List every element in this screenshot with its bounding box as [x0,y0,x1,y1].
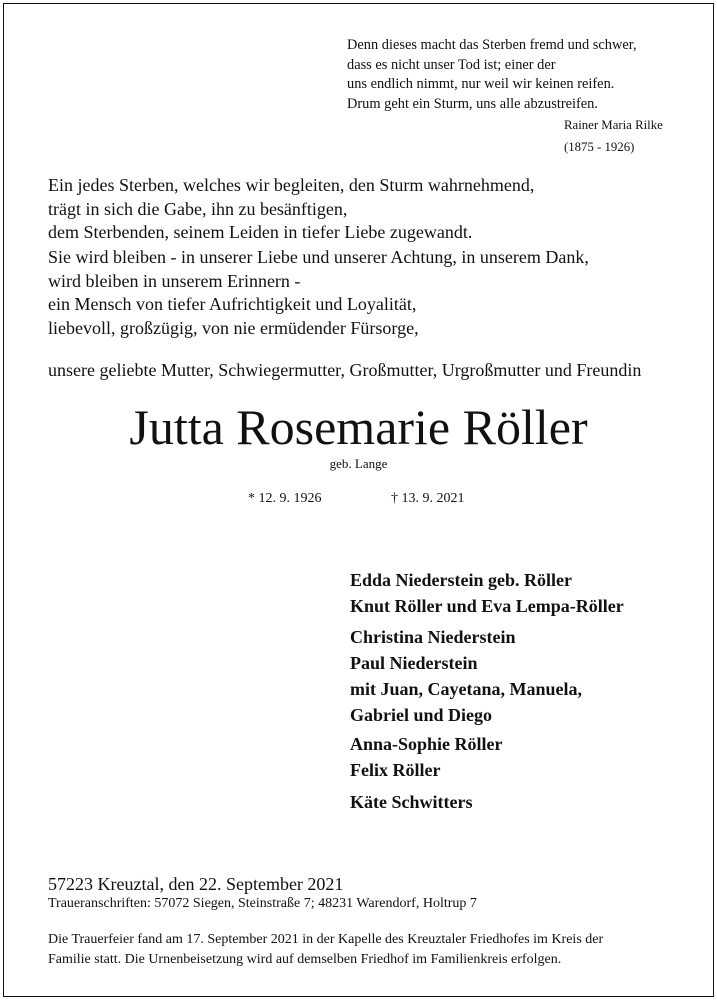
intro-line: dem Sterbenden, seinem Leiden in tiefer Liebe zugewandt. [48,222,473,242]
mourner-name: mit Juan, Cayetana, Manuela, [350,679,583,699]
mourners-group-3 [350,731,503,783]
intro-line: ein Mensch von tiefer Aufrichtigkeit und Loyalität, [48,294,417,314]
mourners-group-1 [350,567,624,619]
mourners-group-4 [350,789,472,815]
notice-line: Familie statt. Die Urnenbeisetzung wird auf demselben Friedhof im Familienkreis erfolgen. [48,952,562,967]
obituary-notice [3,3,714,997]
rilke-quote [347,36,692,114]
notice-line: Die Trauerfeier fand am 17. September 2021 in der Kapelle des Kreuztaler Friedhofes im Kreis der [48,932,604,947]
mourner-name: Anna-Sophie Röller [350,734,503,754]
quote-line: Drum geht ein Sturm, uns alle abzustreifen. [347,95,598,112]
intro-text-2 [48,246,589,340]
mourner-name: Edda Niederstein geb. Röller [350,570,572,590]
place-and-date: 57223 Kreuztal, den 22. September 2021 [48,874,344,894]
mourner-name: Paul Niederstein [350,653,478,673]
birth-date: * 12. 9. 1926 [248,491,322,506]
quote-author: Rainer Maria Rilke [564,118,663,132]
intro-line: wird bleiben in unserem Erinnern - [48,270,301,291]
intro-line: Ein jedes Sterben, welches wir begleiten, den Sturm wahrnehmend, [48,175,535,195]
mourners-group-2 [350,624,582,728]
mourner-name: Käte Schwitters [350,792,473,812]
mourner-name: Felix Röller [350,760,441,780]
intro-line: liebevoll, großzügig, von nie ermüdender Fürsorge, [48,317,419,338]
intro-line: trägt in sich die Gabe, ihn zu besänftigen, [48,198,348,219]
funeral-notice [48,930,603,970]
relation-line: unsere geliebte Mutter, Schwiegermutter, Großmutter, Urgroßmutter und Freundin [48,360,642,380]
death-date: † 13. 9. 2021 [391,491,465,506]
mourner-name: Christina Niederstein [350,627,516,647]
quote-author-years: (1875 - 1926) [564,139,635,154]
maiden-name: geb. Lange [329,456,388,471]
quote-line: Denn dieses macht das Sterben fremd und schwer, [347,37,637,53]
quote-attribution [564,115,663,158]
intro-line: Sie wird bleiben - in unserer Liebe und unserer Achtung, in unserem Dank, [48,247,589,267]
mourning-addresses: Traueranschriften: 57072 Siegen, Steinstraße 7; 48231 Warendorf, Holtrup 7 [48,896,477,911]
mourner-name: Gabriel und Diego [350,705,493,725]
quote-line: dass es nicht unser Tod ist; einer der [347,56,556,73]
mourner-name: Knut Röller und Eva Lempa-Röller [350,596,624,616]
quote-line: uns endlich nimmt, nur weil wir keinen reifen. [347,76,615,92]
deceased-name: Jutta Rosemarie Röller [129,399,588,455]
intro-text-1 [48,174,534,245]
